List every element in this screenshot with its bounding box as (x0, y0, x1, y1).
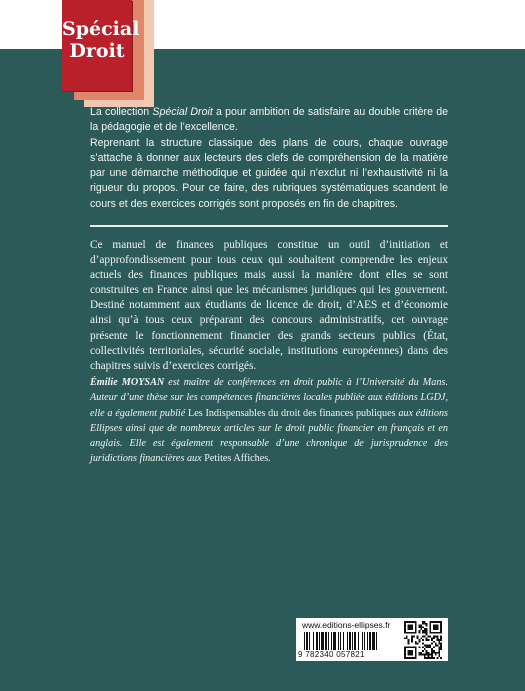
logo-text (62, 18, 140, 62)
publisher-url: www.editions-ellipses.fr (302, 620, 391, 630)
bio-text-2: aux éditions Ellipses ainsi que de nombreux articles sur le droit public financier en français et en anglais. Elle est également responsable d’une chronique de jurisprudence des juridictions financières aux (90, 407, 448, 465)
author-name: Émilie MOYSAN (90, 377, 165, 388)
collection-paragraph-1 (90, 105, 448, 136)
collection-text-a: La collection (90, 106, 153, 118)
bio-text-1: est maître de conférences en droit public à l’Université du Mans. Auteur d’une thèse sur les compétences financières locales publiée aux éditions LGDJ, elle a également publié (90, 377, 448, 419)
bio-journal: Petites Affiches (204, 453, 269, 465)
collection-name: Spécial Droit (152, 106, 213, 118)
barcode-panel (296, 618, 448, 661)
collection-description (90, 105, 448, 212)
logo-tab-red (62, 0, 140, 91)
isbn-number: 9 782340 057821 (298, 650, 365, 659)
bio-book-title: Les Indispensables du droit des finances publiques (188, 407, 396, 419)
bio-text-3: . (268, 453, 271, 465)
collection-paragraph-2: Reprenant la structure classique des plans de cours, chaque ouvrage s’attache à donner aux lecteurs des clefs de compréhension de la matière par une démarche méthodique et guidée qui n’exclut ni l’exhaustivité ni la rigueur du propos. Pour ce faire, des rubriques systématiques scandent le cours et des exercices corrigés sont proposés en fin de chapitres. (90, 136, 448, 210)
logo-line-1: Spécial (62, 18, 140, 40)
author-bio (90, 375, 448, 467)
section-divider (90, 225, 448, 227)
logo-line-2: Droit (69, 40, 125, 62)
qr-code-icon (404, 621, 442, 659)
book-description: Ce manuel de finances publiques constitue un outil d’initiation et d’approfondissement pour tous ceux qui souhaitent comprendre les enjeux actuels des finances publiques mais aussi la manière dont elles se sont construites en France ainsi que les mécanismes juridiques qui les gouvernent. Destiné notamment aux étudiants de licence de droit, d’AES et d’économie ainsi qu’à tous ceux préparant des concours administratifs, cet ouvrage présente le fonctionnement financier des grands secteurs publics (État, collectivités territoriales, sécurité sociale, institutions européennes) dans des chapitres suivis d’exercices corrigés. (90, 239, 448, 372)
collection-text-b: a pour ambition de satisfaire au double critère de la pédagogie et de l’excellence. (90, 106, 448, 134)
barcode-bars (304, 632, 400, 650)
